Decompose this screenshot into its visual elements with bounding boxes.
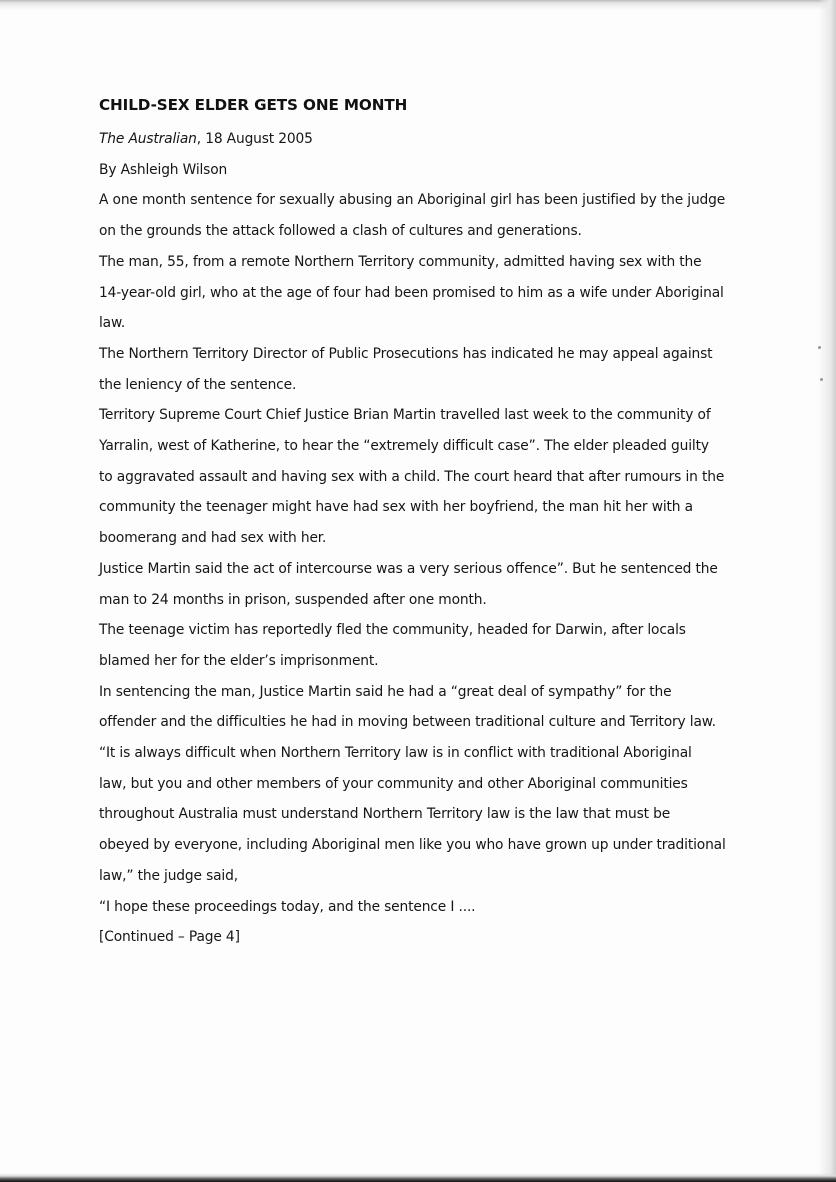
publication-name: The Australian	[99, 131, 197, 147]
article-body-line: on the grounds the attack followed a clash of cultures and generations.	[99, 223, 582, 240]
article-body-line: Territory Supreme Court Chief Justice Brian Martin travelled last week to the community of	[99, 407, 711, 424]
article-body	[99, 185, 749, 953]
article-body-line: throughout Australia must understand Northern Territory law is the law that must be	[99, 806, 671, 823]
scan-speck	[818, 346, 821, 349]
article-headline: CHILD-SEX ELDER GETS ONE MONTH	[99, 96, 408, 114]
article-body-line: offender and the difficulties he had in moving between traditional culture and Territory law.	[99, 714, 716, 731]
article-body-line: [Continued – Page 4]	[99, 929, 240, 946]
article-body-line: law.	[99, 315, 126, 332]
article-body-line: Justice Martin said the act of intercourse was a very serious offence”. But he sentenced the	[99, 560, 718, 577]
article-body-line: “It is always difficult when Northern Territory law is in conflict with traditional Aboriginal	[99, 745, 692, 762]
article-body-line: “I hope these proceedings today, and the sentence I ....	[99, 898, 476, 915]
article-body-line: blamed her for the elder’s imprisonment.	[99, 652, 379, 669]
article-byline: By Ashleigh Wilson	[99, 161, 228, 178]
scan-right-edge	[818, 0, 836, 1182]
scan-top-edge	[0, 0, 836, 10]
article-body-line: community the teenager might have had sex with her boyfriend, the man hit her with a	[99, 499, 693, 516]
article-body-line: A one month sentence for sexually abusing an Aboriginal girl has been justified by the judge	[99, 192, 726, 209]
article-body-line: man to 24 months in prison, suspended after one month.	[99, 591, 487, 608]
article-source	[99, 124, 749, 155]
publication-date: , 18 August 2005	[196, 131, 313, 147]
article-body-line: the leniency of the sentence.	[99, 376, 297, 393]
article	[99, 94, 749, 953]
article-body-line: obeyed by everyone, including Aboriginal men like you who have grown up under traditional	[99, 837, 726, 854]
article-body-line: law, but you and other members of your community and other Aboriginal communities	[99, 775, 688, 792]
article-body-line: boomerang and had sex with her.	[99, 530, 327, 547]
article-body-line: The man, 55, from a remote Northern Territory community, admitted having sex with the	[99, 253, 702, 270]
scan-bottom-edge	[0, 1173, 836, 1182]
article-body-line: law,” the judge said,	[99, 867, 238, 884]
scan-speck	[820, 378, 823, 381]
article-body-line: In sentencing the man, Justice Martin said he had a “great deal of sympathy” for the	[99, 683, 672, 700]
article-body-line: to aggravated assault and having sex with a child. The court heard that after rumours in the	[99, 468, 725, 485]
article-body-line: The teenage victim has reportedly fled the community, headed for Darwin, after locals	[99, 622, 686, 639]
article-body-line: The Northern Territory Director of Public Prosecutions has indicated he may appeal against	[99, 345, 713, 362]
article-body-line: 14-year-old girl, who at the age of four had been promised to him as a wife under Aboriginal	[99, 284, 724, 301]
article-body-line: Yarralin, west of Katherine, to hear the “extremely difficult case”. The elder pleaded guilty	[99, 438, 709, 455]
